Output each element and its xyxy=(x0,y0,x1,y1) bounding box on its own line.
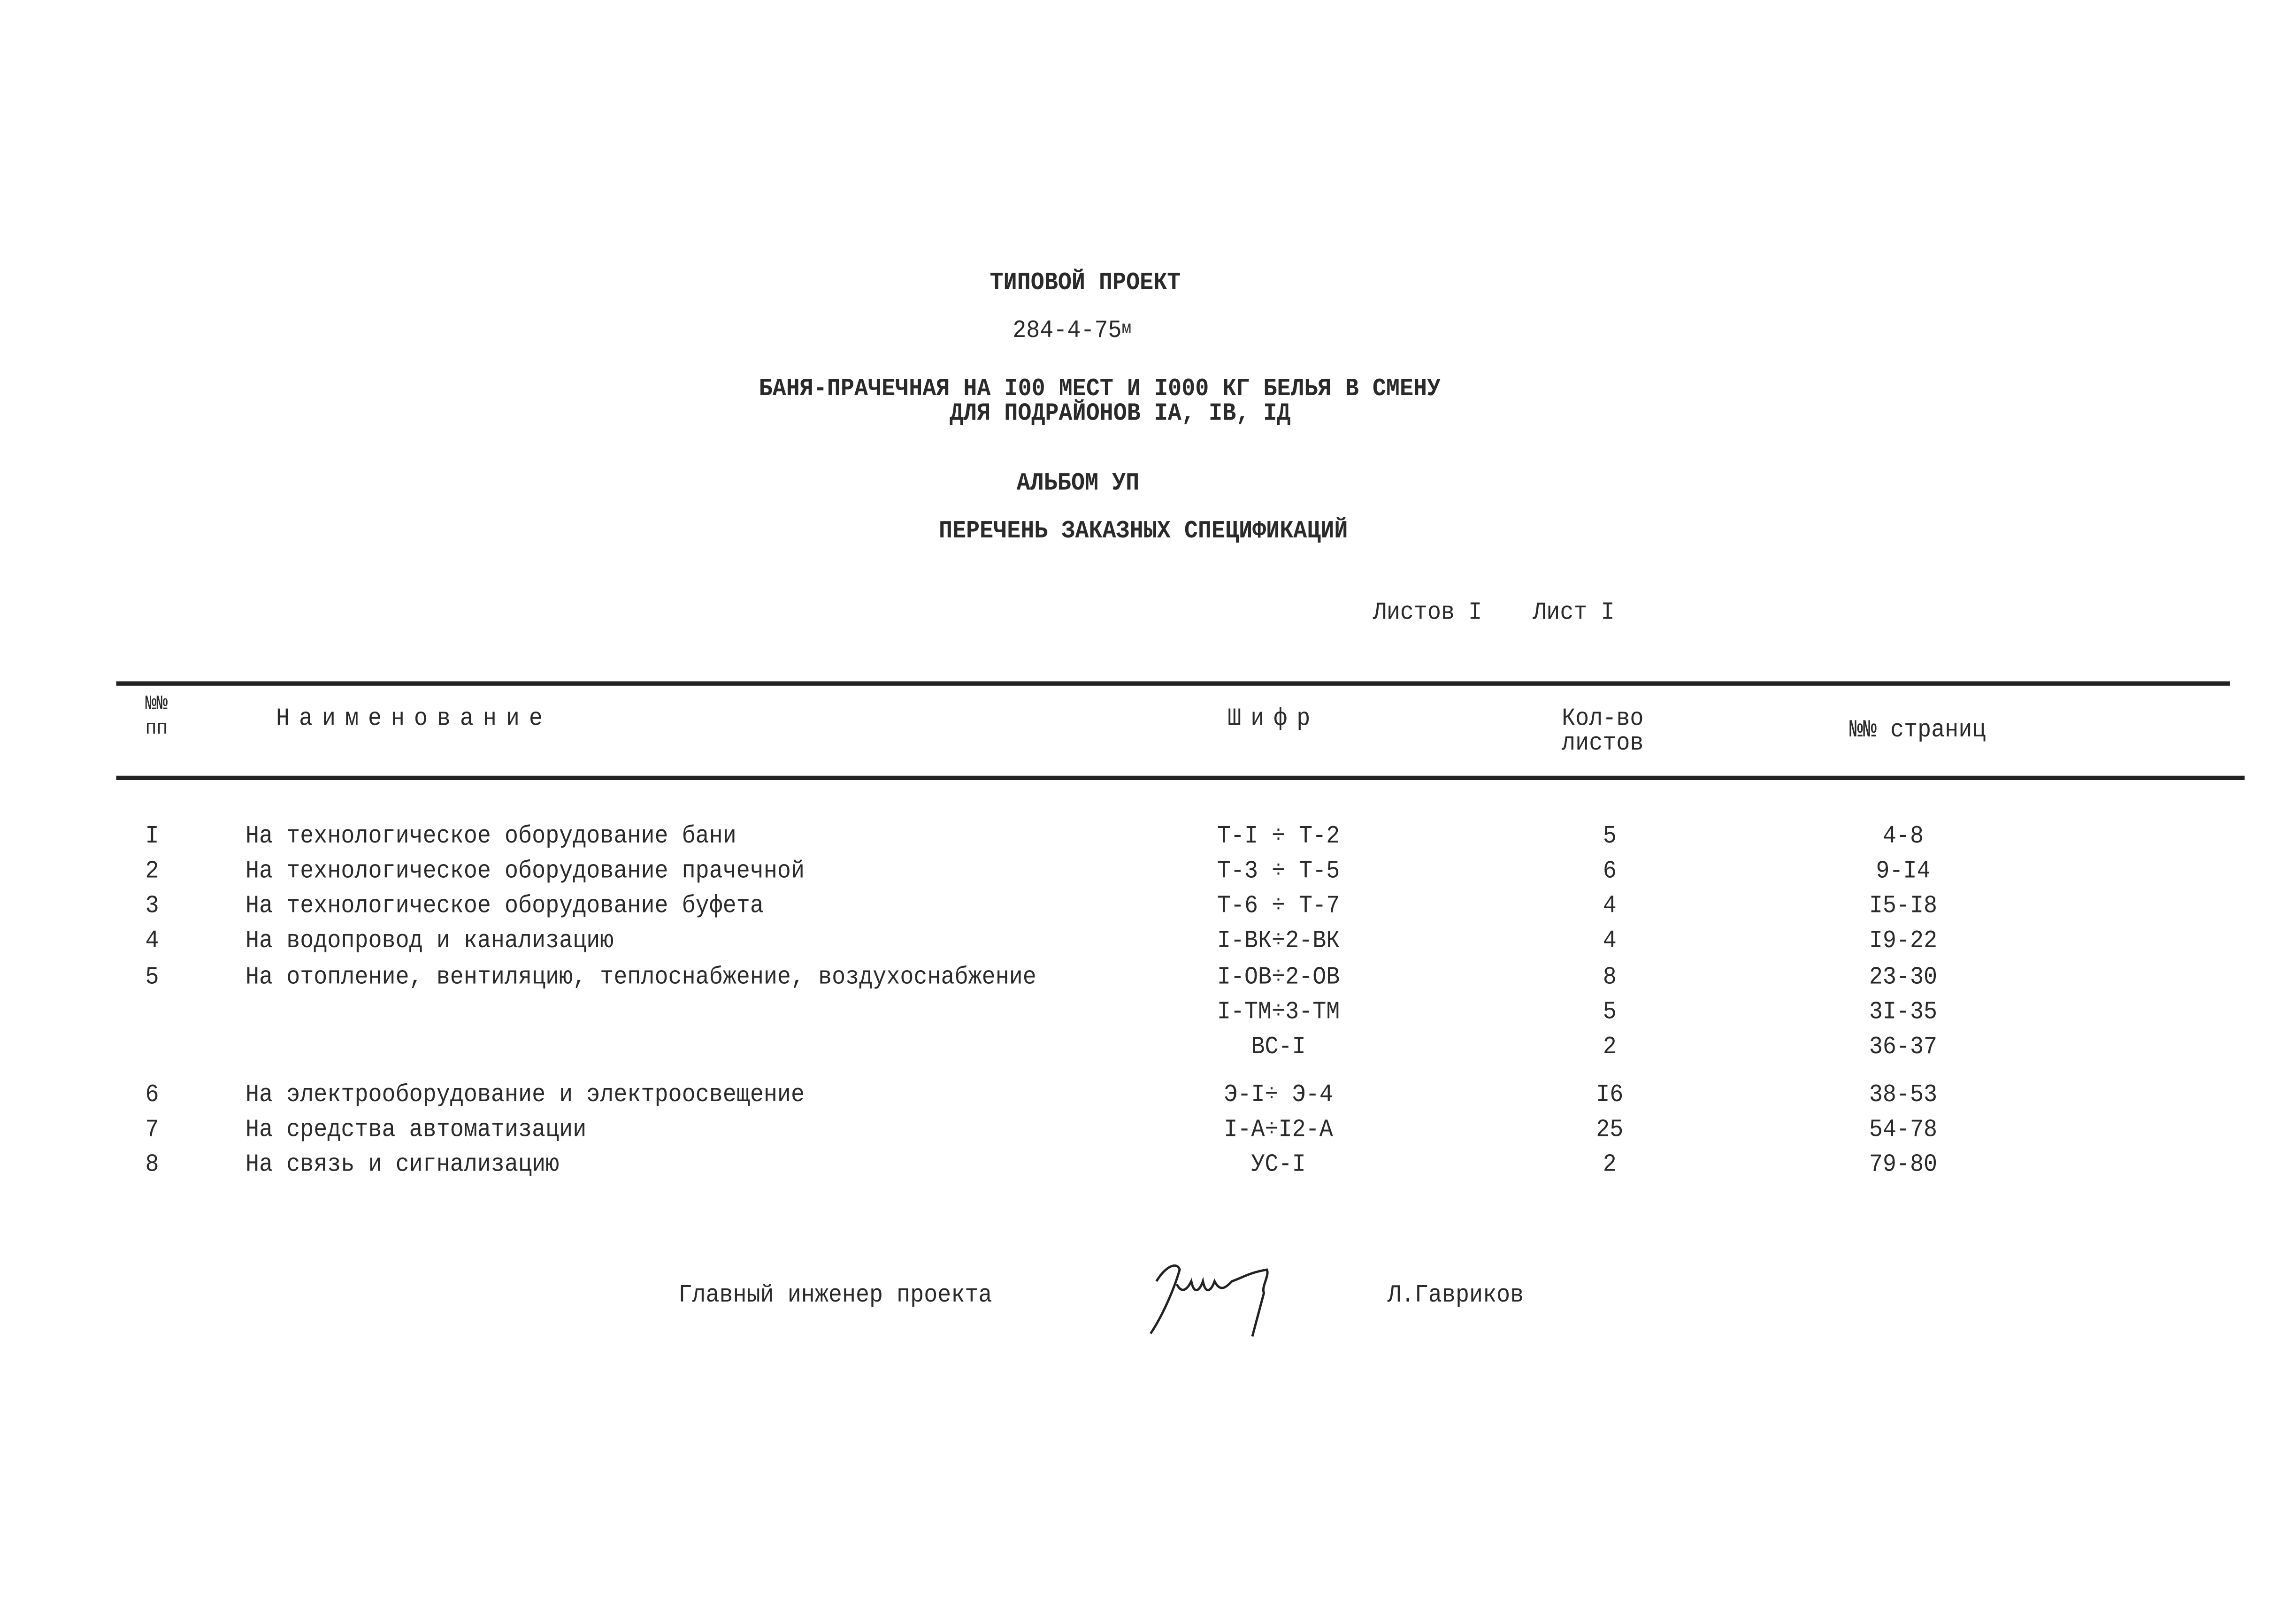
project-type-label: ТИПОВОЙ ПРОЕКТ xyxy=(989,270,1181,298)
col-cipher: Шифр xyxy=(1227,706,1320,734)
row-name: На электрооборудование и электроосвещение xyxy=(245,1082,805,1110)
row-cipher: I-ОВ÷2-ОВ xyxy=(1217,965,1340,992)
title-line-2: ДЛЯ ПОДРАЙОНОВ IА, IВ, IД xyxy=(950,401,1291,429)
row-number: 8 xyxy=(145,1152,159,1180)
row-sheet-count: 2 xyxy=(1603,1152,1617,1180)
col-num-line2: пп xyxy=(145,717,168,741)
row-cipher: I-А÷I2-А xyxy=(1224,1117,1333,1145)
row-number: 7 xyxy=(145,1117,159,1145)
row-cipher: УС-I xyxy=(1251,1152,1306,1180)
album-label: АЛЬБОМ УП xyxy=(1016,470,1140,498)
row-number: 4 xyxy=(145,928,159,956)
row-cipher: I-ТМ÷3-ТМ xyxy=(1217,999,1340,1027)
row-number: 5 xyxy=(145,965,159,992)
col-num-line1: №№ xyxy=(145,693,168,716)
row-name: На отопление, вентиляцию, теплоснабжение, воздухоснабжение xyxy=(245,965,1036,992)
title-line-1: БАНЯ-ПРАЧЕЧНАЯ НА I00 МЕСТ И I000 КГ БЕЛЬЯ В СМЕНУ xyxy=(759,376,1441,404)
signature-image xyxy=(1145,1252,1290,1342)
table-top-rule xyxy=(116,682,2230,686)
row-sheet-count: 5 xyxy=(1603,823,1617,851)
row-sheet-count: I6 xyxy=(1596,1082,1624,1110)
row-name: На технологическое оборудование буфета xyxy=(245,893,764,921)
row-sheet-count: 4 xyxy=(1603,928,1617,956)
row-pages: 23-30 xyxy=(1869,965,1938,992)
table-header-rule xyxy=(116,776,2245,780)
signature-role: Главный инженер проекта xyxy=(678,1282,992,1310)
row-number: 3 xyxy=(145,893,159,921)
row-cipher: Т-3 ÷ Т-5 xyxy=(1217,858,1340,886)
row-cipher: I-ВК÷2-ВК xyxy=(1217,928,1340,956)
row-sheet-count: 25 xyxy=(1596,1117,1624,1145)
col-count-line1: Кол-во xyxy=(1562,706,1644,734)
project-code xyxy=(1012,320,1131,345)
project-code-suffix: м xyxy=(1121,318,1132,339)
row-number: 2 xyxy=(145,858,159,886)
col-name: Наименование xyxy=(276,706,552,734)
row-sheet-count: 8 xyxy=(1603,965,1617,992)
row-name: На средства автоматизации xyxy=(245,1117,587,1145)
row-number: 6 xyxy=(145,1082,159,1110)
row-sheet-count: 5 xyxy=(1603,999,1617,1027)
row-name: На технологическое оборудование прачечной xyxy=(245,858,805,886)
row-number: I xyxy=(145,823,159,851)
sheet-number: Лист I xyxy=(1533,600,1615,628)
col-count-line2: листов xyxy=(1562,730,1644,758)
row-pages: 9-I4 xyxy=(1876,858,1931,886)
row-pages: I9-22 xyxy=(1869,928,1938,956)
row-pages: I5-I8 xyxy=(1869,893,1938,921)
row-cipher: Т-I ÷ Т-2 xyxy=(1217,823,1340,851)
project-code-number: 284-4-75 xyxy=(1012,318,1122,346)
row-sheet-count: 6 xyxy=(1603,858,1617,886)
row-cipher: ВС-I xyxy=(1251,1034,1306,1062)
row-name: На водопровод и канализацию xyxy=(245,928,614,956)
document-subtitle: ПЕРЕЧЕНЬ ЗАКАЗНЫХ СПЕЦИФИКАЦИЙ xyxy=(939,518,1348,546)
row-pages: 36-37 xyxy=(1869,1034,1938,1062)
row-pages: 54-78 xyxy=(1869,1117,1938,1145)
row-pages: 79-80 xyxy=(1869,1152,1938,1180)
row-cipher: Т-6 ÷ Т-7 xyxy=(1217,893,1340,921)
row-pages: 4-8 xyxy=(1882,823,1924,851)
row-name: На технологическое оборудование бани xyxy=(245,823,736,851)
row-cipher: Э-I÷ Э-4 xyxy=(1224,1082,1333,1110)
row-sheet-count: 4 xyxy=(1603,893,1617,921)
row-pages: 3I-35 xyxy=(1869,999,1938,1027)
row-name: На связь и сигнализацию xyxy=(245,1152,560,1180)
row-sheet-count: 2 xyxy=(1603,1034,1617,1062)
signature-name: Л.Гавриков xyxy=(1387,1282,1524,1310)
sheets-total: Листов I xyxy=(1373,600,1482,628)
row-pages: 38-53 xyxy=(1869,1082,1938,1110)
col-pages: №№ страниц xyxy=(1849,717,1986,745)
